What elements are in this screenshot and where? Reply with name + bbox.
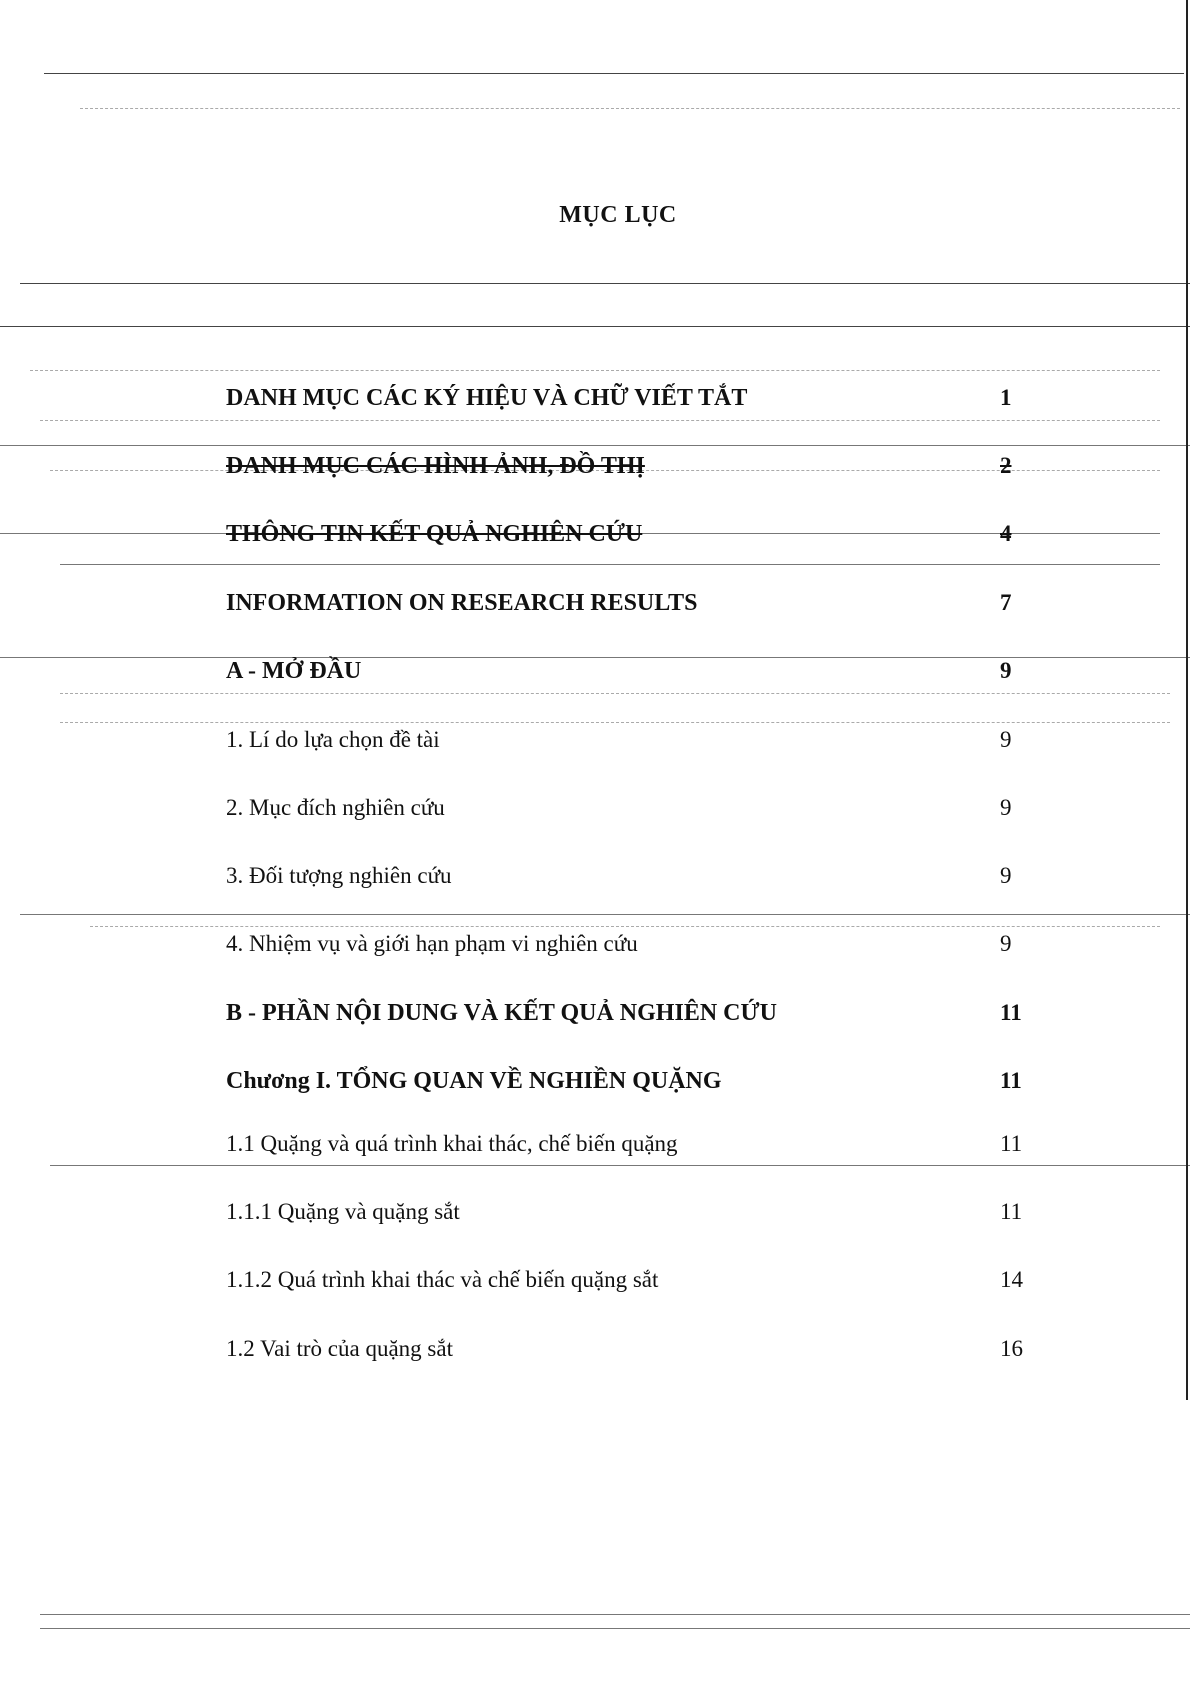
- toc-entry: [226, 1199, 1026, 1233]
- toc-entry: [226, 1131, 1026, 1165]
- toc-entry-label: 1.2 Vai trò của quặng sắt: [226, 1336, 453, 1361]
- toc-entry: [226, 1336, 1026, 1370]
- toc-entry-label: 3. Đối tượng nghiên cứu: [226, 863, 452, 888]
- scan-line: [0, 326, 1190, 327]
- scan-line: [20, 914, 1190, 915]
- scan-line: [0, 445, 1190, 446]
- document-title: MỤC LỤC: [559, 202, 677, 228]
- scan-line: [20, 283, 1190, 284]
- scan-line: [30, 370, 1160, 371]
- scan-line: [44, 73, 1184, 74]
- scan-line: [40, 1614, 1190, 1615]
- toc-entry: [226, 727, 1026, 761]
- scan-line: [50, 1165, 1190, 1166]
- toc-entry-label: 1.1 Quặng và quá trình khai thác, chế biến quặng: [226, 1131, 678, 1156]
- toc-entry-label: 1.1.2 Quá trình khai thác và chế biến quặng sắt: [226, 1267, 659, 1292]
- toc-entry-page: 11: [1000, 1131, 1023, 1156]
- toc-entry: [226, 795, 1026, 829]
- toc-entry-page: 4: [1000, 521, 1012, 546]
- toc-entry-page: 7: [1000, 590, 1012, 615]
- toc-entry-page: 11: [1000, 1199, 1023, 1224]
- scan-line: [60, 564, 1160, 565]
- toc-entry: [226, 863, 1026, 897]
- toc-entry: [226, 1267, 1026, 1301]
- toc-entry-label: 1. Lí do lựa chọn đề tài: [226, 727, 440, 752]
- toc-entry-label: 4. Nhiệm vụ và giới hạn phạm vi nghiên cứu: [226, 931, 638, 956]
- toc-entry-label: 2. Mục đích nghiên cứu: [226, 795, 445, 820]
- scan-line: [40, 1628, 1190, 1629]
- toc-entry-label: THÔNG TIN KẾT QUẢ NGHIÊN CỨU: [226, 521, 643, 547]
- toc-entry: [226, 385, 1026, 419]
- toc-entry-label: 1.1.1 Quặng và quặng sắt: [226, 1199, 460, 1224]
- toc-entry-page: 9: [1000, 863, 1012, 888]
- toc-entry-page: 9: [1000, 727, 1012, 752]
- toc-entry: [226, 590, 1026, 624]
- toc-entry-label: B - PHẦN NỘI DUNG VÀ KẾT QUẢ NGHIÊN CỨU: [226, 1000, 777, 1026]
- toc-entry: [226, 1000, 1026, 1034]
- toc-entry: [226, 1068, 1026, 1102]
- toc-entry-page: 16: [1000, 1336, 1023, 1361]
- toc-entry: [226, 453, 1026, 487]
- toc-entry: [226, 521, 1026, 555]
- toc-entry-page: 11: [1000, 1068, 1022, 1093]
- scan-line: [60, 722, 1170, 723]
- toc-entry: [226, 931, 1026, 965]
- toc-entry: [226, 658, 1026, 692]
- toc-entry-page: 11: [1000, 1000, 1022, 1025]
- toc-entry-label: A - MỞ ĐẦU: [226, 658, 362, 684]
- toc-entry-page: 14: [1000, 1267, 1023, 1292]
- toc-entry-label: INFORMATION ON RESEARCH RESULTS: [226, 590, 698, 616]
- toc-entry-label: DANH MỤC CÁC HÌNH ẢNH, ĐỒ THỊ: [226, 453, 645, 479]
- toc-entry-page: 9: [1000, 658, 1012, 683]
- toc-entry-page: 1: [1000, 385, 1012, 410]
- toc-entry-label: Chương I. TỔNG QUAN VỀ NGHIỀN QUẶNG: [226, 1068, 722, 1094]
- scan-line: [60, 693, 1170, 694]
- toc-entry-page: 9: [1000, 795, 1012, 820]
- toc-entry-page: 9: [1000, 931, 1012, 956]
- scan-line: [90, 926, 1160, 927]
- toc-entry-label: DANH MỤC CÁC KÝ HIỆU VÀ CHỮ VIẾT TẮT: [226, 385, 748, 411]
- scan-line: [40, 420, 1160, 421]
- toc-entry-page: 2: [1000, 453, 1012, 478]
- scan-line: [80, 108, 1180, 109]
